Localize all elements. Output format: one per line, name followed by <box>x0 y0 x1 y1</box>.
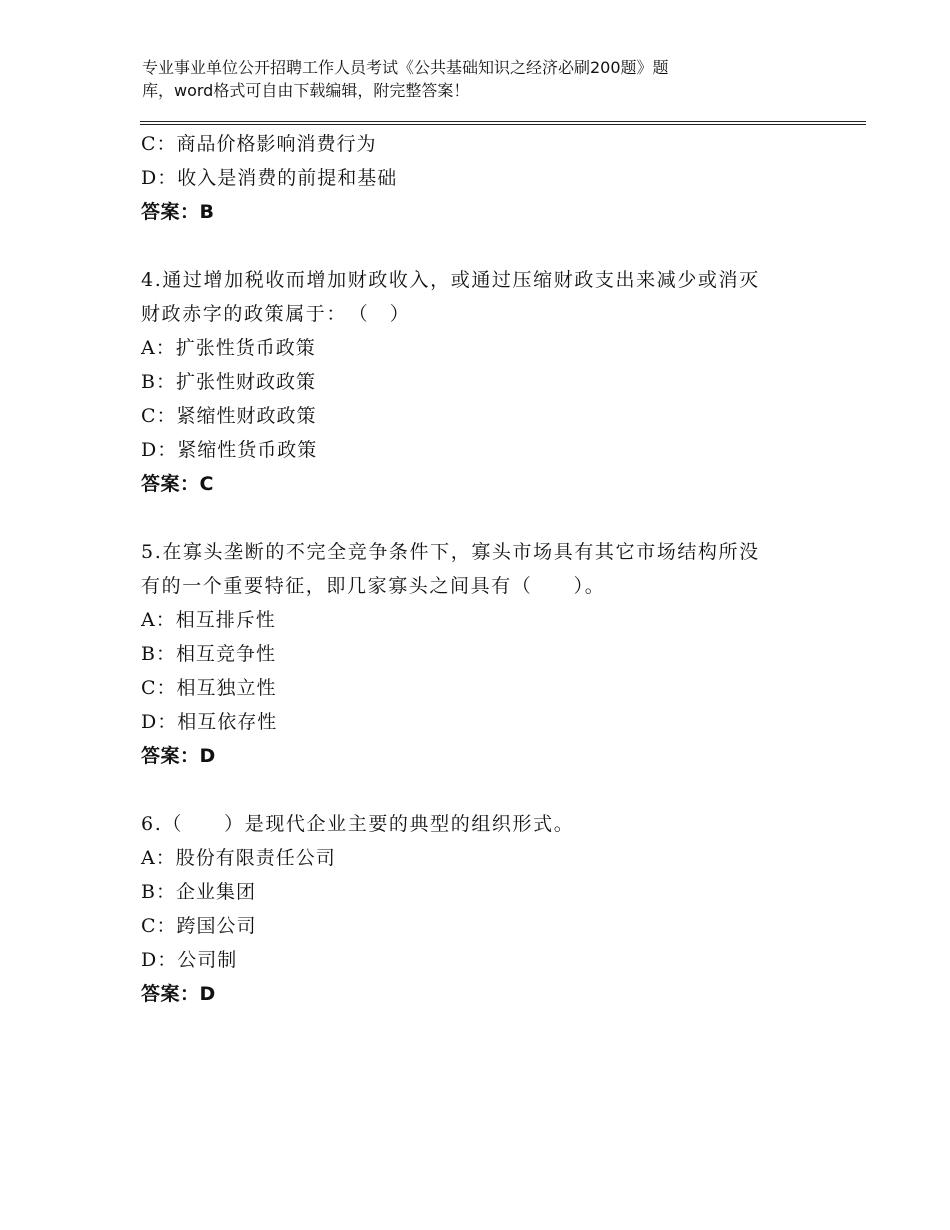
option-b: B：企业集团 <box>141 881 256 903</box>
header-line-2: 库，word格式可自由下载编辑，附完整答案！ <box>142 81 470 100</box>
answer: 答案：D <box>141 745 216 767</box>
option-b: B：扩张性财政政策 <box>141 371 316 393</box>
option-d: D：相互依存性 <box>141 711 278 733</box>
option-d: D：收入是消费的前提和基础 <box>141 167 398 189</box>
option-b: B：相互竞争性 <box>141 643 276 665</box>
answer: 答案：D <box>141 983 216 1005</box>
document-body <box>141 127 841 1011</box>
option-a: A：相互排斥性 <box>141 609 276 631</box>
spacer <box>141 229 841 263</box>
option-d: D：紧缩性货币政策 <box>141 439 318 461</box>
question-stem: 4.通过增加税收而增加财政收入，或通过压缩财政支出来减少或消灭 <box>141 269 760 291</box>
answer: 答案：B <box>141 201 215 223</box>
question-stem: 有的一个重要特征，即几家寡头之间具有（ ）。 <box>141 575 606 597</box>
spacer <box>141 501 841 535</box>
header-divider-top <box>140 121 866 122</box>
option-d: D：公司制 <box>141 949 238 971</box>
header-line-1: 专业事业单位公开招聘工作人员考试《公共基础知识之经济必刷200题》题 <box>142 58 669 77</box>
question-5 <box>141 535 841 773</box>
spacer <box>141 773 841 807</box>
question-stem: 财政赤字的政策属于： （ ） <box>141 303 411 325</box>
option-a: A：扩张性货币政策 <box>141 337 316 359</box>
question-3-continuation <box>141 127 841 229</box>
question-4 <box>141 263 841 501</box>
option-a: A：股份有限责任公司 <box>141 847 336 869</box>
question-6 <box>141 807 841 1011</box>
answer: 答案：C <box>141 473 214 495</box>
option-c: C：跨国公司 <box>141 915 257 937</box>
option-c: C：相互独立性 <box>141 677 277 699</box>
header-divider-bottom <box>140 124 866 125</box>
document-header <box>142 56 782 102</box>
question-stem: 5.在寡头垄断的不完全竞争条件下，寡头市场具有其它市场结构所没 <box>141 541 760 563</box>
option-c: C：商品价格影响消费行为 <box>141 133 377 155</box>
question-stem: 6.（ ）是现代企业主要的典型的组织形式。 <box>141 813 575 835</box>
option-c: C：紧缩性财政政策 <box>141 405 317 427</box>
